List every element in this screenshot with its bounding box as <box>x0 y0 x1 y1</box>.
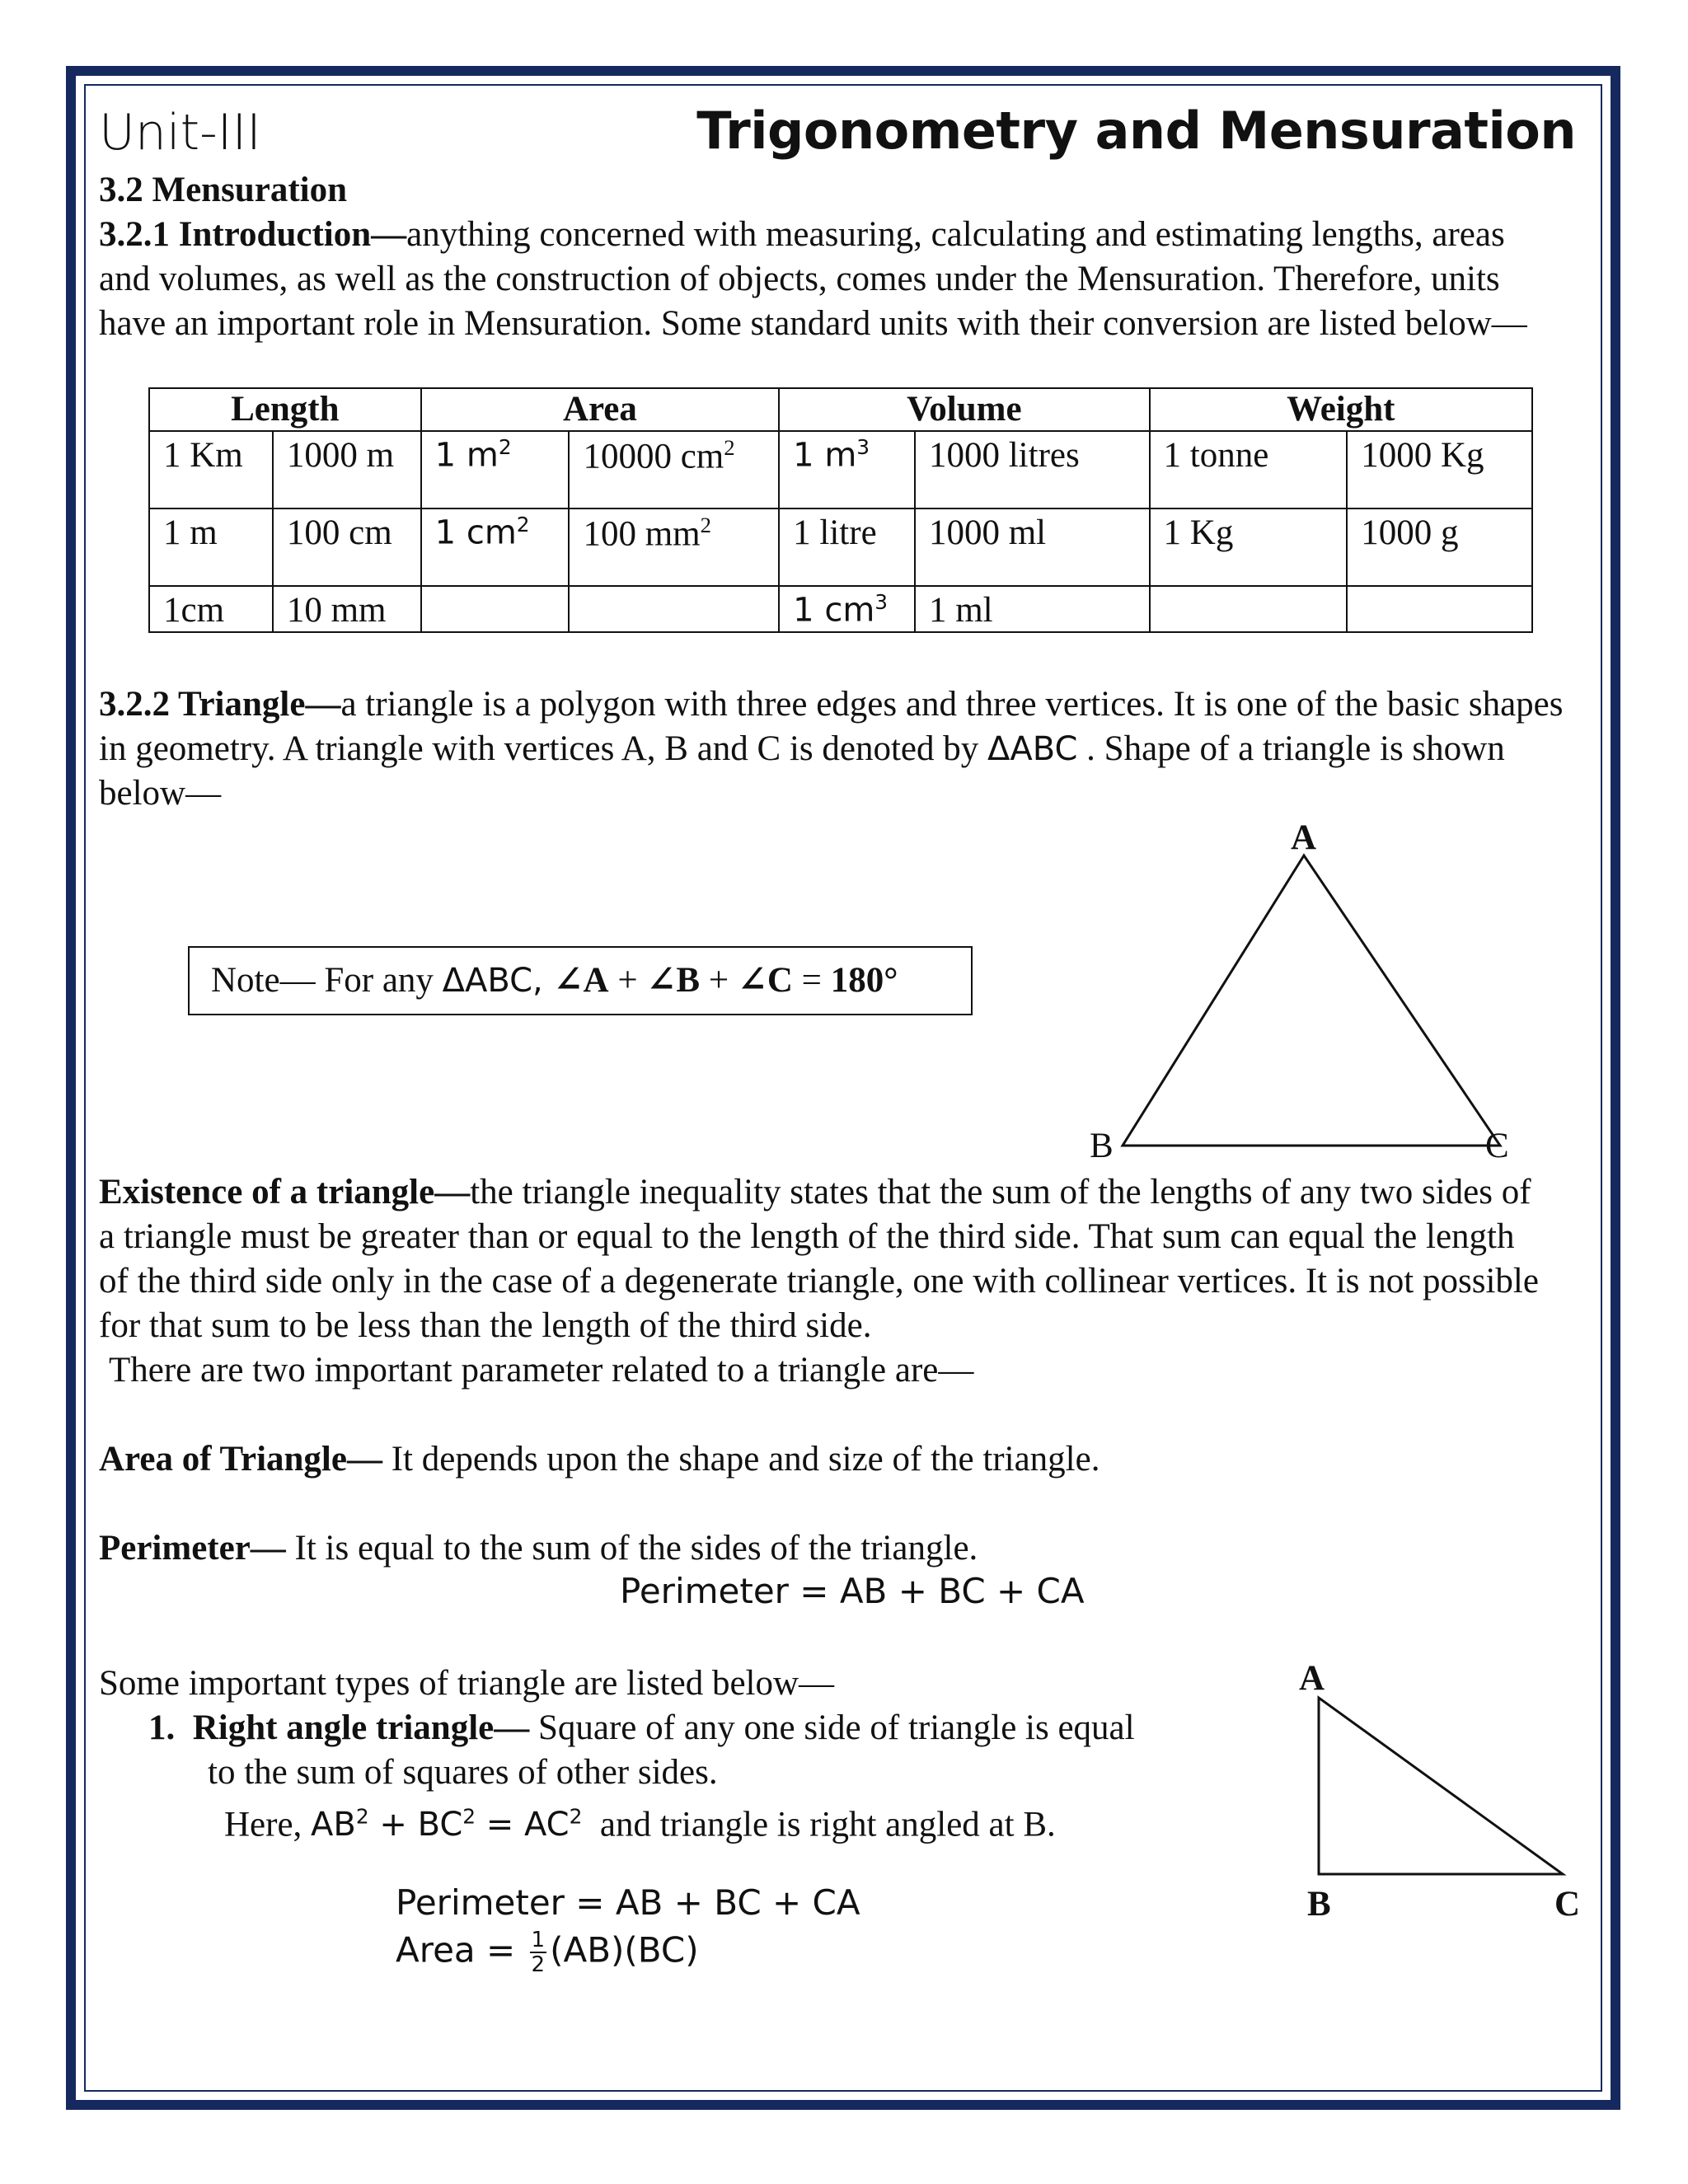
cell: 1000 m <box>273 431 421 509</box>
header-weight: Weight <box>1150 388 1532 431</box>
table-row <box>149 431 1532 509</box>
cell: 1000 litres <box>915 431 1150 509</box>
cell: 100 cm <box>273 509 421 586</box>
vertex-label-c: C <box>1485 1127 1509 1165</box>
table-header-row <box>149 388 1532 431</box>
perimeter-formula: Perimeter = AB + BC + CA <box>620 1571 1085 1611</box>
existence-paragraph: Existence of a triangle—the triangle inequality states that the sum of the lengths of any two sides of a triangle must be greater than or equal to the length of the third side. That sum can equal the length of the third side only in the case of a degenerate triangle, one with collinear vertices. It is not possible for that sum to be less than the length of the third side. <box>99 1173 1539 1345</box>
triangle-shape <box>1123 855 1500 1146</box>
right-vertex-label-b: B <box>1307 1885 1331 1924</box>
list-item-continued: to the sum of squares of other sides. <box>208 1753 718 1792</box>
cell: 1 m <box>149 509 273 586</box>
right-perimeter-formula: Perimeter = AB + BC + CA <box>396 1882 860 1923</box>
triangle-diagram <box>1071 816 1533 1179</box>
cell: 1 ml <box>915 586 1150 632</box>
right-vertex-label-c: C <box>1554 1885 1581 1924</box>
table-row <box>149 586 1532 632</box>
triangle-heading: 3.2.2 Triangle— <box>99 685 341 724</box>
cell: 1 $cm^3$ <box>779 586 915 632</box>
cell-empty <box>1347 586 1532 632</box>
header-volume: Volume <box>779 388 1149 431</box>
right-area-formula: Area = $\frac{1}{2}$ (AB)(BC) <box>396 1928 699 1977</box>
header-area: Area <box>421 388 779 431</box>
cell: 10000 $cm^2$ <box>569 431 779 509</box>
parameters-line: There are two important parameter related to a triangle are— <box>109 1351 974 1390</box>
intro-heading: 3.2.1 Introduction— <box>99 215 407 254</box>
cell: 1000 ml <box>915 509 1150 586</box>
cell: 1 $m^2$ <box>421 431 570 509</box>
cell: 100 $mm^2$ <box>569 509 779 586</box>
cell: 10 mm <box>273 586 421 632</box>
cell: 1cm <box>149 586 273 632</box>
cell-empty <box>569 586 779 632</box>
cell-empty <box>421 586 570 632</box>
area-paragraph: Area of Triangle— It depends upon the shape and size of the triangle. <box>99 1440 1100 1479</box>
existence-heading: Existence of a triangle— <box>99 1173 471 1212</box>
perimeter-paragraph: Perimeter— It is equal to the sum of the sides of the triangle. <box>99 1529 978 1568</box>
cell: 1 $cm^2$ <box>421 509 570 586</box>
cell: 1000 Kg <box>1347 431 1532 509</box>
cell-empty <box>1150 586 1348 632</box>
types-intro: Some important types of triangle are listed below— <box>99 1664 835 1703</box>
cell: 1 Km <box>149 431 273 509</box>
cell: 1 litre <box>779 509 915 586</box>
unit-label: Unit-III <box>99 104 261 162</box>
right-angle-heading: Right angle triangle— <box>192 1708 530 1747</box>
units-table <box>148 387 1533 633</box>
triangle-notation: ΔABC <box>987 730 1078 768</box>
table-row <box>149 509 1532 586</box>
area-heading: Area of Triangle— <box>99 1440 382 1479</box>
vertex-label-a: A <box>1291 818 1317 857</box>
intro-text: anything concerned with measuring, calculating and estimating lengths, areas and volumes, as well as the construction of objects, comes under the Mensuration. Therefore, units have an important role in Mensuration. Some standard units with their conversion are listed below— <box>99 215 1527 343</box>
section-heading: 3.2 Mensuration <box>99 171 347 209</box>
vertex-label-b: B <box>1090 1127 1114 1165</box>
cell: 1000 g <box>1347 509 1532 586</box>
pythagoras-line: Here, $AB^2 + BC^2 = AC^2$ and triangle is right angled at B. <box>224 1805 1056 1844</box>
list-item: 1. Right angle triangle— Square of any one side of triangle is equal <box>148 1708 1135 1747</box>
cell: 1 tonne <box>1150 431 1348 509</box>
right-vertex-label-a: A <box>1299 1659 1325 1698</box>
triangle-paragraph: 3.2.2 Triangle—a triangle is a polygon with three edges and three vertices. It is one of the basic shapes in geometry. A triangle with vertices A, B and C is denoted by ΔABC . Shape of a triangle is shown below— <box>99 685 1564 813</box>
cell: 1 $m^3$ <box>779 431 915 509</box>
page-title: Trigonometry and Mensuration <box>696 101 1576 161</box>
intro-paragraph <box>99 213 1550 346</box>
right-triangle-diagram <box>1294 1673 1607 1896</box>
perimeter-heading: Perimeter— <box>99 1529 286 1568</box>
right-triangle-shape <box>1319 1698 1563 1874</box>
header-length: Length <box>149 388 421 431</box>
note-box: Note— For any ΔABC, ∠A + ∠B + ∠C = 180° <box>188 946 973 1015</box>
cell: 1 Kg <box>1150 509 1348 586</box>
